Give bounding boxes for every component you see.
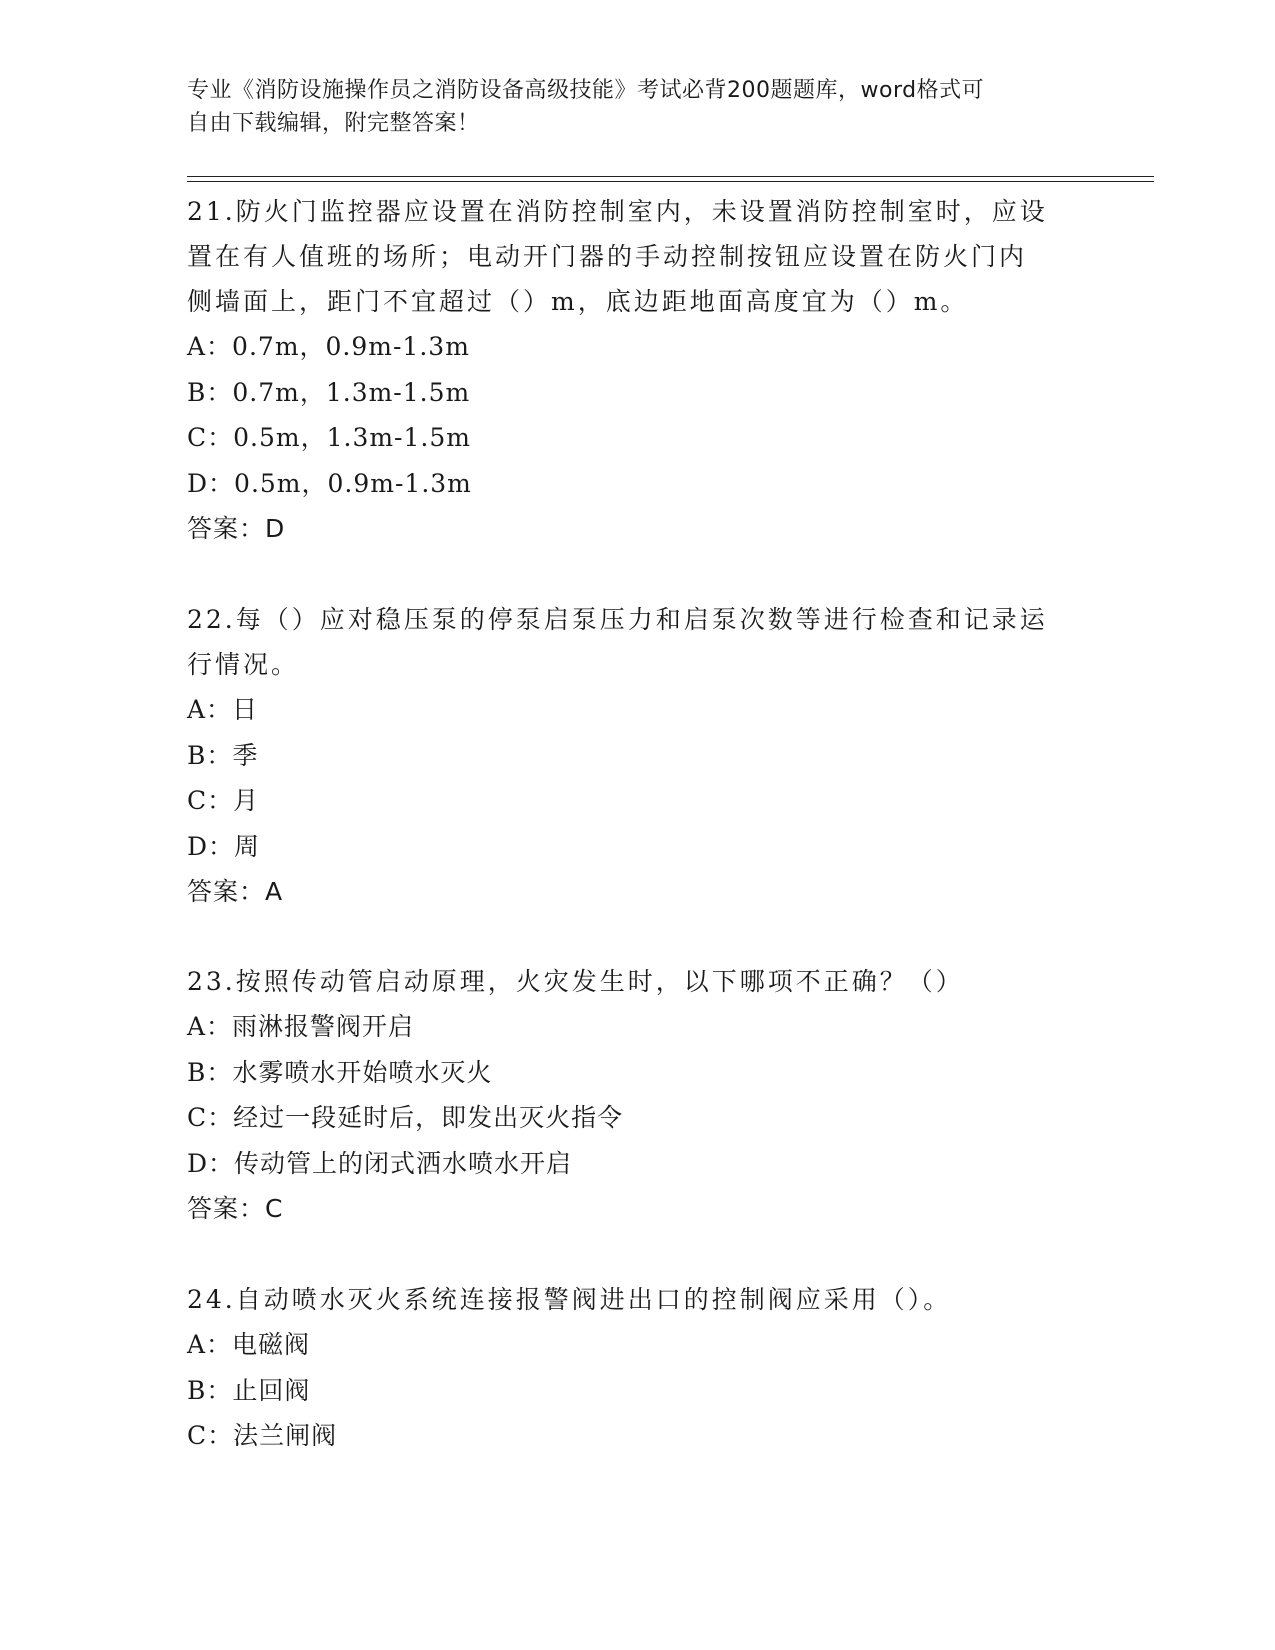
question-23: [187, 959, 1087, 1231]
option-d: D：传动管上的闭式洒水喷水开启: [187, 1148, 573, 1178]
question-stem-line: 行情况。: [187, 650, 300, 679]
option-b: B：止回阀: [187, 1375, 311, 1405]
header-line-2: 自由下载编辑，附完整答案！: [187, 111, 480, 136]
question-21: [187, 189, 1087, 551]
question-stem-line: 置在有人值班的场所；电动开门器的手动控制按钮应设置在防火门内: [187, 242, 1028, 271]
option-a: A：日: [187, 695, 259, 724]
document-header: [187, 74, 1087, 140]
option-b: B：0.7m，1.3m-1.5m: [187, 377, 471, 407]
question-stem-line: 23.按照传动管启动原理，火灾发生时，以下哪项不正确？（）: [187, 967, 964, 996]
option-a: A：0.7m，0.9m-1.3m: [187, 332, 470, 361]
option-c: C：经过一段延时后，即发出灭火指令: [187, 1103, 624, 1132]
option-d: D：周: [187, 831, 261, 861]
option-c: C：0.5m，1.3m-1.5m: [187, 423, 471, 452]
question-stem-line: 22.每（）应对稳压泵的停泵启泵压力和启泵次数等进行检查和记录运: [187, 605, 1048, 634]
header-divider-bottom: [187, 181, 1154, 182]
option-b: B：季: [187, 740, 259, 770]
question-stem-line: 21.防火门监控器应设置在消防控制室内，未设置消防控制室时，应设: [187, 197, 1048, 226]
option-b: B：水雾喷水开始喷水灭火: [187, 1057, 493, 1087]
option-a: A：电磁阀: [187, 1330, 311, 1359]
question-24: [187, 1277, 1087, 1459]
answer-label: 答案：D: [187, 514, 286, 543]
question-stem-line: 侧墙面上，距门不宜超过（）m，底边距地面高度宜为（）m。: [187, 287, 969, 316]
header-divider-top: [187, 176, 1154, 177]
question-22: [187, 597, 1087, 914]
header-line-1: 专业《消防设施操作员之消防设备高级技能》考试必背200题题库，word格式可: [187, 78, 985, 103]
option-c: C：月: [187, 786, 260, 815]
question-stem-line: 24.自动喷水灭火系统连接报警阀进出口的控制阀应采用（）。: [187, 1285, 952, 1314]
answer-label: 答案：C: [187, 1194, 284, 1223]
option-a: A：雨淋报警阀开启: [187, 1012, 415, 1041]
option-d: D：0.5m，0.9m-1.3m: [187, 468, 472, 498]
option-c: C：法兰闸阀: [187, 1421, 338, 1450]
answer-label: 答案：A: [187, 877, 284, 906]
